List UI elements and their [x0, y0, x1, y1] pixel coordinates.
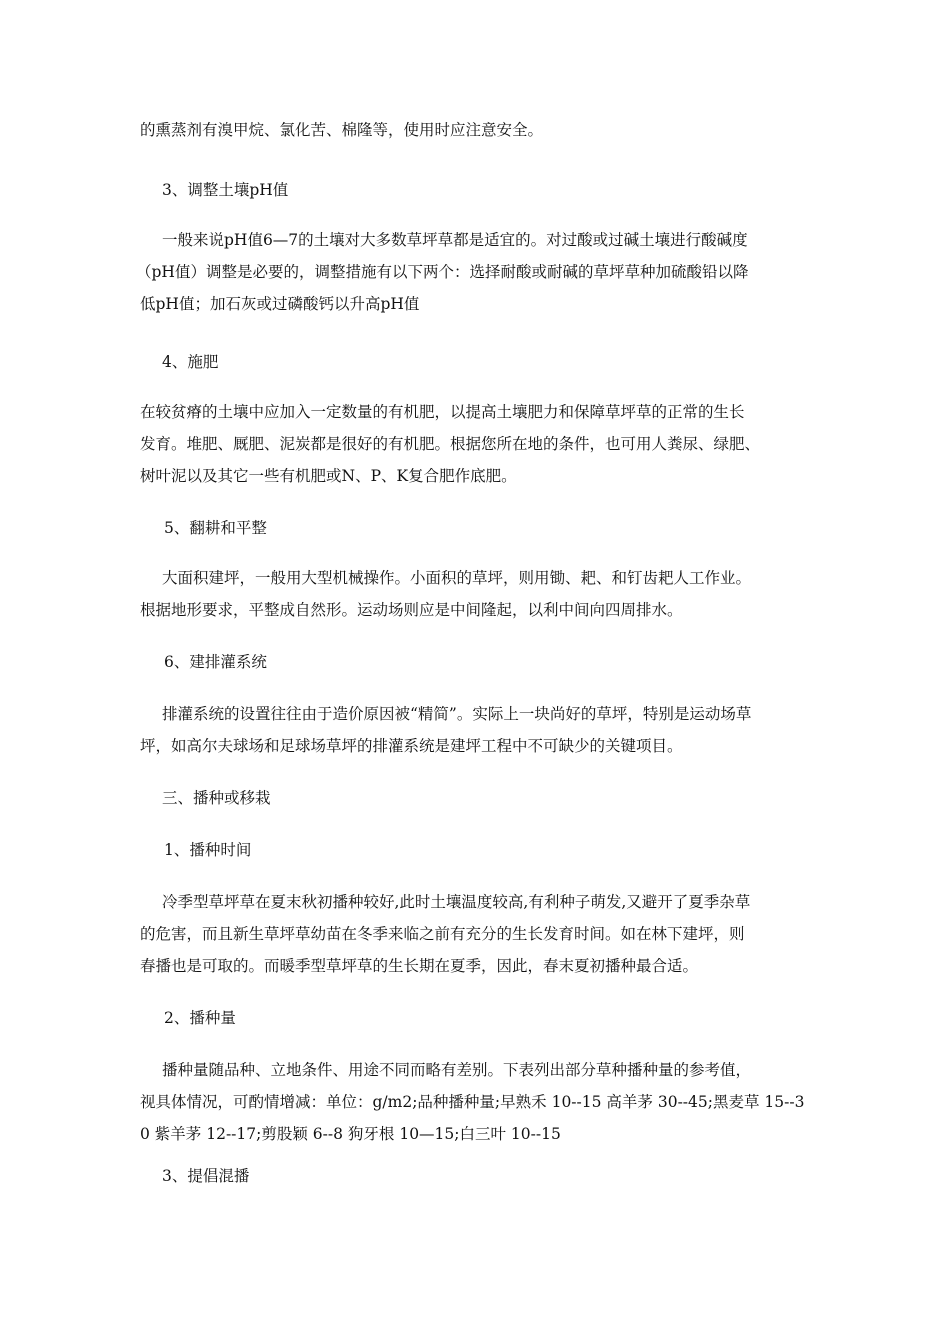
text-line: 排灌系统的设置往往由于造价原因被“精简”。实际上一块尚好的草坪，特别是运动场草 — [162, 705, 752, 723]
section-heading: 5、翻耕和平整 — [164, 519, 267, 537]
section-heading: 6、建排灌系统 — [164, 653, 267, 671]
text-line: 坪，如高尔夫球场和足球场草坪的排灌系统是建坪工程中不可缺少的关键项目。 — [140, 737, 683, 755]
section-heading: 4、施肥 — [162, 353, 219, 371]
section-heading: 3、调整土壤pH值 — [162, 181, 289, 199]
text-line: 发育。堆肥、厩肥、泥炭都是很好的有机肥。根据您所在地的条件，也可用人粪尿、绿肥、 — [140, 435, 761, 453]
text-line: 播种量随品种、立地条件、用途不同而略有差别。下表列出部分草种播种量的参考值， — [162, 1061, 752, 1079]
text-line: 冷季型草坪草在夏末秋初播种较好,此时土壤温度较高,有利种子萌发,又避开了夏季杂草 — [162, 893, 751, 911]
text-line: 在较贫瘠的土壤中应加入一定数量的有机肥，以提高土壤肥力和保障草坪草的正常的生长 — [140, 403, 745, 421]
text-line: 根据地形要求，平整成自然形。运动场则应是中间隆起，以利中间向四周排水。 — [140, 601, 683, 619]
section-heading: 3、提倡混播 — [162, 1167, 250, 1185]
text-line: 树叶泥以及其它一些有机肥或N、P、K复合肥作底肥。 — [140, 467, 517, 485]
text-line: 的熏蒸剂有溴甲烷、氯化苦、棉隆等，使用时应注意安全。 — [140, 121, 544, 139]
text-line: 视具体情况，可酌情增减：单位：g/m2;品种播种量;早熟禾 10--15 高羊茅 30--45;黑麦草 15--3 — [140, 1093, 805, 1111]
text-line: 的危害，而且新生草坪草幼苗在冬季来临之前有充分的生长发育时间。如在林下建坪，则 — [140, 925, 745, 943]
text-line: 春播也是可取的。而暖季型草坪草的生长期在夏季，因此，春末夏初播种最合适。 — [140, 957, 699, 975]
section-heading: 2、播种量 — [164, 1009, 236, 1027]
text-line: 大面积建坪，一般用大型机械操作。小面积的草坪，则用锄、耙、和钉齿耙人工作业。 — [162, 569, 752, 587]
text-line: 0 紫羊茅 12--17;剪股颖 6--8 狗牙根 10—15;白三叶 10--15 — [140, 1125, 561, 1143]
section-heading: 1、播种时间 — [164, 841, 252, 859]
section-heading: 三、播种或移栽 — [162, 789, 271, 807]
text-line: （pH值）调整是必要的，调整措施有以下两个：选择耐酸或耐碱的草坪草种加硫酸铅以降 — [136, 263, 749, 281]
text-line: 低pH值；加石灰或过磷酸钙以升高pH值 — [140, 295, 420, 313]
text-line: 一般来说pH值6—7的土壤对大多数草坪草都是适宜的。对过酸或过碱土壤进行酸碱度 — [162, 231, 748, 249]
